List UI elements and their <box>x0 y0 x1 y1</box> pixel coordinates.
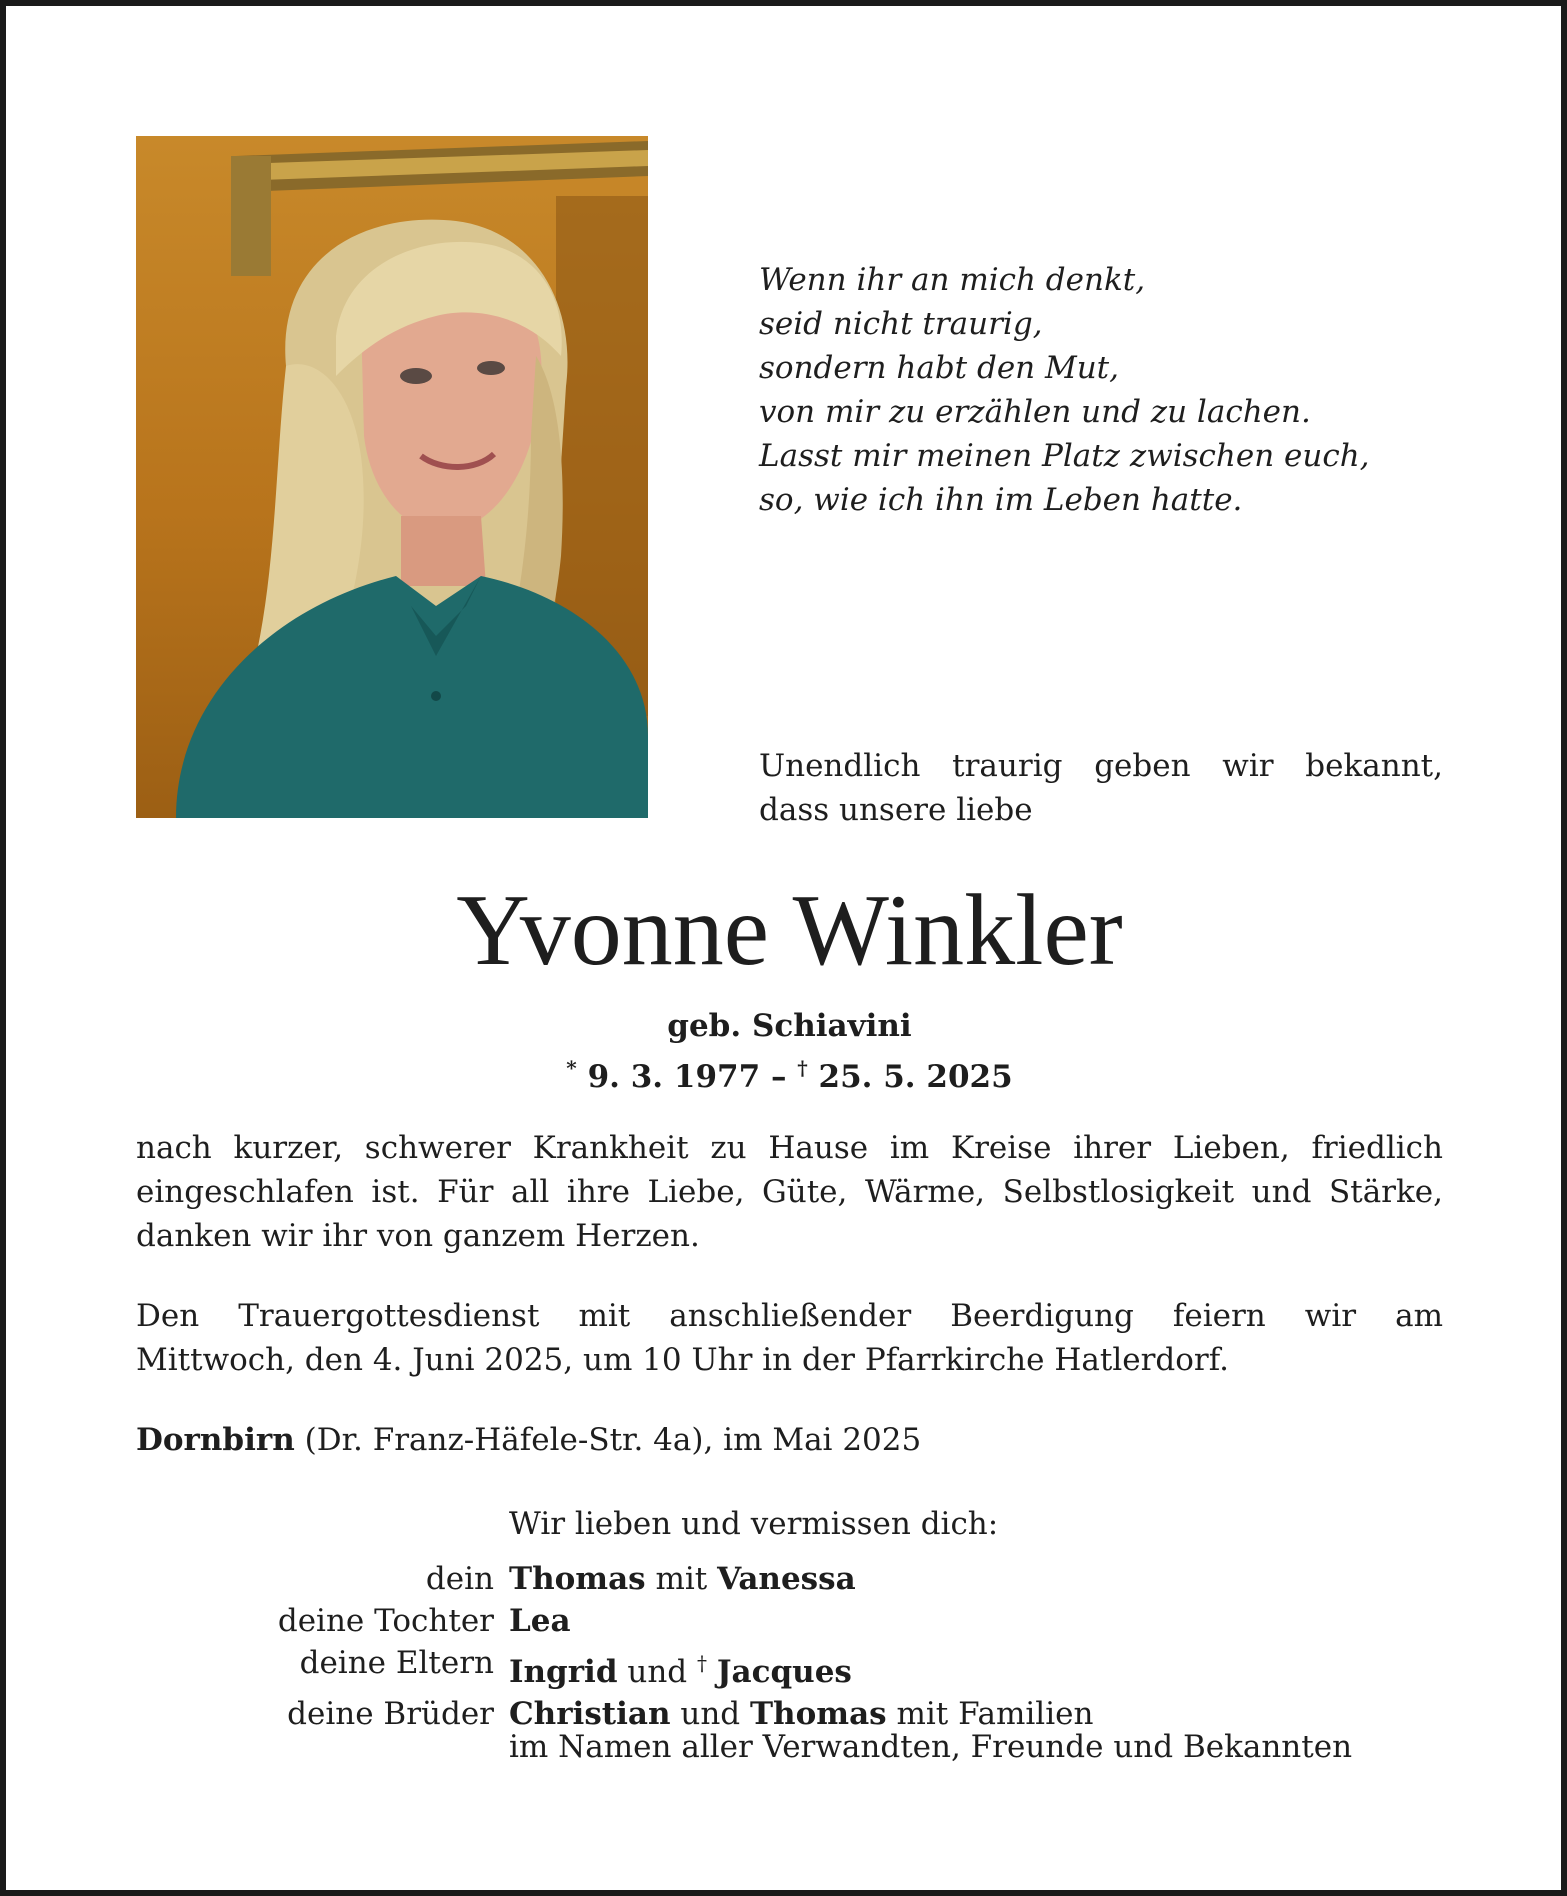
mourners-intro: Wir lieben und vermissen dich: <box>509 1506 999 1542</box>
poem-line: seid nicht traurig, <box>759 306 1043 342</box>
mourner-connector: und <box>670 1696 750 1732</box>
portrait-image <box>136 136 648 818</box>
mourner-name: Lea <box>509 1603 571 1639</box>
poem <box>759 258 1479 522</box>
paragraph-line: nach kurzer, schwerer Krankheit zu Hause im Kreise ihrer Lieben, friedlich <box>136 1130 1443 1166</box>
mourner-row <box>136 1558 1443 1600</box>
mourner-name: Vanessa <box>717 1561 856 1597</box>
mourners-closing: im Namen aller Verwandten, Freunde und Bekannten <box>509 1729 1353 1765</box>
mourner-connector: und <box>617 1654 697 1690</box>
mourner-name: Jacques <box>716 1654 852 1690</box>
mourner-name: Ingrid <box>509 1654 618 1690</box>
mourner-connector: mit <box>645 1561 718 1597</box>
paragraph-line: eingeschlafen ist. Für all ihre Liebe, Güte, Wärme, Selbstlosigkeit und Stärke, <box>136 1174 1443 1210</box>
mourner-row <box>136 1600 1443 1642</box>
mourner-name: Christian <box>509 1696 671 1732</box>
life-dates <box>6 1048 1567 1097</box>
mourner-relation: deine Brüder <box>287 1696 494 1732</box>
death-symbol: † <box>797 1056 808 1080</box>
mourner-name: Thomas <box>749 1696 887 1732</box>
mourner-relation: deine Tochter <box>277 1603 494 1639</box>
deceased-cross-icon: † <box>696 1651 707 1675</box>
paragraph-line: Mittwoch, den 4. Juni 2025, um 10 Uhr in der Pfarrkirche Hatlerdorf. <box>136 1342 1229 1378</box>
paragraph-passing <box>136 1126 1443 1258</box>
maiden-name: geb. Schiavini <box>667 1008 912 1044</box>
mourner-names <box>509 1558 856 1600</box>
death-date: 25. 5. 2025 <box>818 1059 1013 1095</box>
place-date-line <box>136 1418 1443 1462</box>
poem-line: Wenn ihr an mich denkt, <box>759 262 1146 298</box>
birth-symbol: * <box>566 1056 577 1080</box>
mourner-relation: dein <box>425 1561 494 1597</box>
mourner-names <box>509 1642 852 1693</box>
paragraph-service <box>136 1294 1443 1382</box>
mourner-connector: mit Familien <box>886 1696 1094 1732</box>
announcement-line: dass unsere liebe <box>759 792 1033 828</box>
place-address-date: (Dr. Franz-Häfele-Str. 4a), im Mai 2025 <box>294 1422 922 1458</box>
poem-line: sondern habt den Mut, <box>759 350 1119 386</box>
mourner-name: Thomas <box>509 1561 646 1597</box>
mourner-relation: deine Eltern <box>299 1645 494 1681</box>
poem-line: von mir zu erzählen und zu lachen. <box>759 394 1311 430</box>
poem-line: so, wie ich ihn im Leben hatte. <box>759 482 1243 518</box>
birth-date: 9. 3. 1977 <box>587 1059 761 1095</box>
announcement <box>759 744 1443 832</box>
mourner-row <box>136 1642 1443 1693</box>
deceased-name: Yvonne Winkler <box>456 874 1123 987</box>
place-date <box>136 1418 1443 1462</box>
date-separator: – <box>760 1059 798 1095</box>
portrait-photo <box>136 136 648 818</box>
announcement-line: Unendlich traurig geben wir bekannt, <box>759 748 1443 784</box>
mourner-names <box>509 1600 571 1642</box>
poem-line: Lasst mir meinen Platz zwischen euch, <box>759 438 1370 474</box>
mourners-list <box>136 1558 1443 1735</box>
paragraph-line: danken wir ihr von ganzem Herzen. <box>136 1218 700 1254</box>
paragraph-line: Den Trauergottesdienst mit anschließender Beerdigung feiern wir am <box>136 1298 1443 1334</box>
place-name: Dornbirn <box>136 1422 295 1458</box>
